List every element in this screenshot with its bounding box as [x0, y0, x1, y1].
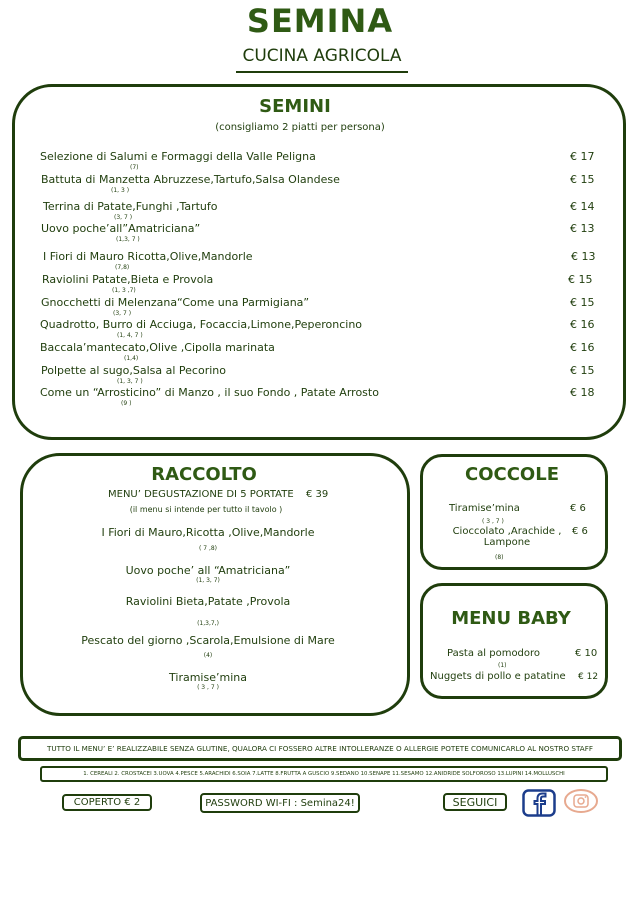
semini-item-allergens: (3, 7 ) — [114, 214, 133, 221]
raccolto-item-name: I Fiori di Mauro,Ricotta ,Olive,Mandorle — [101, 526, 315, 539]
restaurant-subtitle: CUCINA AGRICOLA — [242, 46, 402, 66]
wifi-password-badge — [200, 793, 360, 813]
allergen-legend — [40, 766, 608, 782]
coccole-item-2-allergens: (8) — [495, 554, 504, 561]
raccolto-item-allergens: ( 7 ,8) — [198, 545, 218, 552]
semini-item-allergens: (7) — [130, 164, 139, 171]
semini-item-name: Raviolini Patate,Bieta e Provola — [42, 273, 214, 286]
semini-item-allergens: (1,4) — [124, 355, 139, 362]
semini-item-name: Uovo poche’all”Amatriciana” — [41, 222, 201, 235]
coccole-title: COCCOLE — [465, 464, 559, 485]
semini-item-allergens: (9 ) — [121, 400, 132, 407]
semini-item-allergens: (1, 3, 7 ) — [117, 378, 143, 385]
raccolto-item-allergens: ( 3 , 7 ) — [197, 684, 219, 691]
coccole-item-1-allergens: ( 3 , 7 ) — [482, 518, 504, 525]
follow-us-text: SEGUICI — [452, 795, 498, 809]
raccolto-title: RACCOLTO — [151, 464, 257, 485]
semini-item-name: I Fiori di Mauro Ricotta,Olive,Mandorle — [43, 250, 253, 263]
semini-item-name: Quadrotto, Burro di Acciuga, Focaccia,Limone,Peperoncino — [40, 318, 363, 331]
semini-item-price: € 16 — [570, 318, 595, 331]
menu-baby-item-1-allergens: (1) — [498, 662, 507, 669]
semini-item-name: Battuta di Manzetta Abruzzese,Tartufo,Salsa Olandese — [41, 173, 340, 186]
tasting-menu-price: € 39 — [306, 489, 329, 500]
semini-item-price: € 16 — [570, 341, 595, 354]
semini-item-name: Terrina di Patate,Funghi ,Tartufo — [43, 200, 218, 213]
raccolto-item-name: Tiramise’mina — [169, 671, 247, 684]
semini-item-price: € 17 — [570, 150, 595, 163]
raccolto-item-allergens: (1, 3, 7) — [196, 577, 220, 584]
menu-baby-title: MENU BABY — [451, 608, 571, 629]
semini-item-price: € 14 — [570, 200, 595, 213]
semini-note: (consigliamo 2 piatti per persona) — [215, 122, 385, 133]
raccolto-item-name: Uovo poche’ all “Amatriciana” — [125, 564, 291, 577]
raccolto-item-allergens: (1,3,7,) — [197, 620, 219, 627]
semini-item-allergens: (1, 4, 7 ) — [117, 332, 143, 339]
menu-baby-item-2-name: Nuggets di pollo e patatine — [430, 671, 566, 682]
semini-item-price: € 15 — [570, 296, 595, 309]
menu-baby-item-2-price: € 12 — [578, 672, 599, 682]
coccole-item-2-name-line1: Cioccolato ,Arachide , Lampone — [452, 526, 562, 548]
gluten-notice — [18, 736, 622, 761]
semini-item-name: Gnocchetti di Melenzana“Come una Parmigiana” — [41, 296, 310, 309]
tasting-menu-note: (il menu si intende per tutto il tavolo ) — [129, 505, 283, 514]
menu-baby-item-1-price: € 10 — [575, 648, 598, 659]
semini-item-price: € 15 — [570, 173, 595, 186]
coccole-item-1-name: Tiramise’mina — [449, 503, 520, 514]
semini-item-price: € 15 — [568, 273, 593, 286]
semini-item-price: € 13 — [570, 222, 595, 235]
tasting-menu-label: MENU’ DEGUSTAZIONE DI 5 PORTATE — [108, 489, 294, 500]
coperto-text: COPERTO € 2 — [73, 797, 141, 808]
gluten-notice-text: TUTTO IL MENU’ E’ REALIZZABILE SENZA GLUTINE, QUALORA CI FOSSERO ALTRE INTOLLERANZE O ALLERGIE POTETE COMUNICARLO AL NOSTRO STAFF — [47, 744, 593, 753]
follow-us-badge — [443, 793, 507, 811]
semini-item-price: € 15 — [570, 364, 595, 377]
semini-item-name: Baccala’mantecato,Olive ,Cipolla marinata — [40, 341, 275, 354]
raccolto-item-name: Pescato del giorno ,Scarola,Emulsione di Mare — [81, 634, 335, 647]
semini-item-allergens: (1,3, 7 ) — [116, 236, 140, 243]
menu-baby-item-1-name: Pasta al pomodoro — [447, 648, 541, 659]
subtitle-underline — [236, 71, 408, 73]
semini-item-allergens: (3, 7 ) — [113, 310, 132, 317]
raccolto-item-name: Raviolini Bieta,Patate ,Provola — [125, 595, 291, 608]
wifi-password-text: PASSWORD WI-FI : Semina24! — [205, 797, 355, 809]
semini-item-name: Polpette al sugo,Salsa al Pecorino — [41, 364, 226, 377]
restaurant-title: SEMINA — [246, 2, 394, 40]
semini-item-name: Selezione di Salumi e Formaggi della Valle Peligna — [40, 150, 316, 163]
semini-item-allergens: (1, 3 ) — [111, 187, 130, 194]
semini-item-price: € 18 — [570, 386, 595, 399]
coperto-badge — [62, 794, 152, 811]
raccolto-item-allergens: (4) — [203, 652, 213, 659]
coccole-item-2-price: € 6 — [572, 526, 588, 537]
instagram-icon[interactable] — [563, 788, 599, 814]
semini-item-price: € 13 — [571, 250, 596, 263]
facebook-icon[interactable] — [522, 789, 556, 817]
semini-item-allergens: (7,8) — [115, 264, 130, 271]
semini-item-name: Come un “Arrosticino” di Manzo , il suo Fondo , Patate Arrosto — [40, 386, 379, 399]
allergen-legend-text: 1. CEREALI 2. CROSTACEI 3.UOVA 4.PESCE 5.ARACHIDI 6.SOIA 7.LATTE 8.FRUTTA A GUSCIO 9.SEDANO 10.SENAPE 11.SESAMO 12.ANIDRIDE SOLFOROSO 13.LUPINI 14.MOLLUSCHI — [83, 771, 565, 777]
semini-item-allergens: (1, 3 ,7) — [112, 287, 136, 294]
semini-title: SEMINI — [259, 96, 331, 117]
coccole-item-1-price: € 6 — [570, 503, 586, 514]
